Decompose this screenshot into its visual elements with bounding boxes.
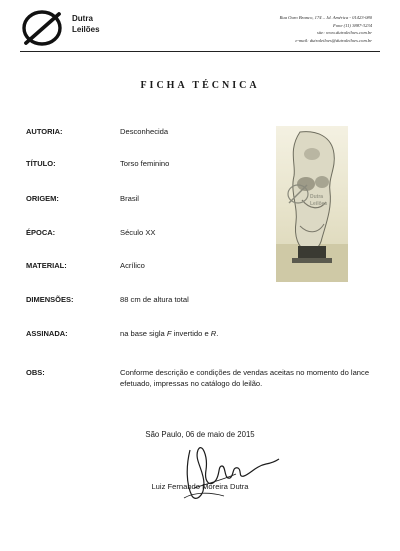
header-rule — [20, 51, 380, 52]
document-title: FICHA TÉCNICA — [140, 80, 260, 91]
signer-name: Luiz Fernando Moreira Dutra — [151, 482, 249, 491]
label-origem: ORIGEM: — [26, 194, 59, 203]
contact-block — [280, 14, 372, 44]
value-obs: Conforme descrição e condições de vendas aceitas no momento do lance efetuado, impressas no catálogo do leilão. — [120, 368, 370, 388]
brand-line-2: Leilões — [72, 25, 100, 34]
label-titulo: TÍTULO: — [26, 159, 56, 168]
value-material: Acrílico — [120, 261, 145, 270]
label-epoca: ÉPOCA: — [26, 228, 56, 237]
address: Rua Ouro Branco, 174 – Jd. América - 01423-080 — [279, 15, 372, 20]
assinada-text-3: . — [216, 329, 219, 338]
watermark-line-1: Dutra — [310, 194, 324, 200]
label-assinada: ASSINADA: — [26, 329, 68, 338]
assinada-text-1: na base sigla — [120, 329, 167, 338]
value-epoca: Século XX — [120, 228, 156, 237]
place-and-date: São Paulo, 06 de maio de 2015 — [145, 430, 255, 439]
watermark-line-2: Leilões — [310, 201, 328, 207]
label-autoria: AUTORIA: — [26, 127, 63, 136]
value-origem: Brasil — [120, 194, 139, 203]
photo-watermark — [310, 194, 327, 208]
value-dimensoes: 88 cm de altura total — [120, 295, 189, 304]
assinada-sigla-r: R — [210, 329, 217, 338]
website: site: www.dutraleiloes.com.br — [316, 30, 372, 35]
value-assinada — [120, 329, 218, 338]
label-material: MATERIAL: — [26, 261, 67, 270]
label-dimensoes: DIMENSÕES: — [26, 295, 74, 304]
handwritten-signature — [176, 436, 280, 504]
value-titulo: Torso feminino — [120, 159, 170, 168]
assinada-text-2: invertido e — [171, 329, 211, 338]
value-autoria: Desconhecida — [120, 127, 169, 136]
brand-name — [72, 13, 100, 35]
brand-line-1: Dutra — [72, 14, 93, 23]
email: e-mail: dutraleiloes@dutraleiloes.com.br — [295, 37, 372, 43]
assinada-sigla-f: F — [166, 329, 172, 338]
artwork-photo — [276, 126, 348, 282]
dutra-logo — [20, 8, 66, 48]
label-obs: OBS: — [26, 368, 45, 377]
phone: Fone (11) 3887-3234 — [333, 22, 372, 28]
